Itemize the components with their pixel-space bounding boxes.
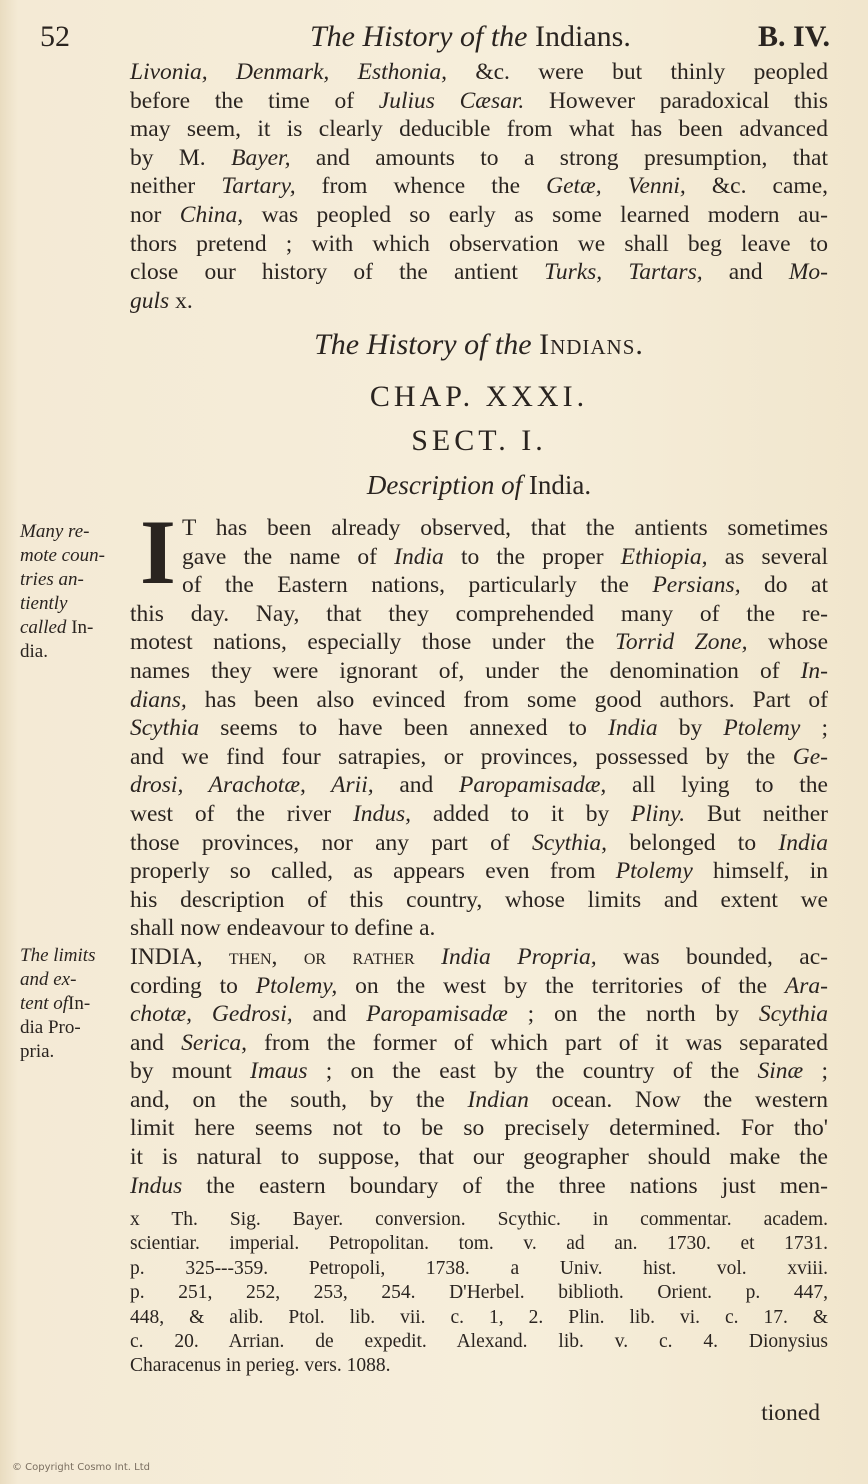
copyright-notice: © Copyright Cosmo Int. Ltd	[12, 1462, 150, 1473]
section-heading: SECT. I.	[411, 424, 547, 457]
page-header	[40, 20, 830, 56]
running-head: The History of the Indians.	[310, 20, 631, 53]
description-heading: Description of India.	[366, 470, 592, 500]
page-number: 52	[40, 20, 70, 53]
margin-note-limits-india: The limits and ex- tent ofIn- dia Pro- pria.	[20, 945, 96, 1062]
footnotes: x Th. Sig. Bayer. conversion. Scythic. in commentar. academ. scientiar. imperial. Petropolitan. tom. v. ad an. 1730. et 1731. p. 325---359. Petropoli, 1738. a Univ. hist. vol. xviii. p. 251, 252, 253, 254. D'Herbel. biblioth. Orient. p. 447, 448, & alib. Ptol. lib. vii. c. 1, 2. Plin. lib. vi. c. 17. & c. 20. Arrian. de expedit. Alexand. lib. v. c. 4. Dionysius Characenus in perieg. vers. 1088.	[130, 1209, 828, 1377]
main-paragraphs: T has been already observed, that the antients sometimes gave the name of India to the proper Ethiopia, as several of the Eastern nations, particularly the Persians, do at this day. Nay, that they comprehended many of the re- motest nations, especially those under the Torrid Zone, whose names they were ignorant of, under the denomination of In- dians, has been also evinced from some good authors. Part of Scythia seems to have been annexed to India by Ptolemy ; and we find four satrapies, or provinces, possessed by the Ge- drosi, Arachotæ, Arii, and Paropamisadæ, all lying to the west of the river Indus, added to it by Pliny. But neither those provinces, nor any part of Scythia, belonged to India properly so called, as appears even from Ptolemy himself, in his description of this country, whose limits and extent we shall now endeavour to define a. INDIA, then, or rather India Propria, was bounded, ac- cording to Ptolemy, on the west by the territories of the Ara- chotæ, Gedrosi, and Paropamisadæ ; on the north by Scythia and Serica, from the former of which part of it was separated by mount Imaus ; on the east by the country of the Sinæ ; and, on the south, by the Indian ocean. Now the western limit here seems not to be so precisely determined. For tho' it is natural to suppose, that our geographer should make the Indus the eastern boundary of the three nations just men-	[130, 515, 829, 1199]
chapter-heading: CHAP. XXXI.	[369, 380, 589, 413]
continued-paragraph: Livonia, Denmark, Esthonia, &c. were but thinly peopled before the time of Julius Cæsar. However paradoxical this may seem, it is clearly deducible from what has been advanced by M. Bayer, and amounts to a strong presumption, that neither Tartary, from whence the Getæ, Venni, &c. came, nor China, was peopled so early as some learned modern au- thors pretend ; with which observation we shall beg leave to close our history of the antient Turks, Tartars, and Mo- guls x.	[130, 59, 829, 314]
section-title: The History of the Indians.	[314, 328, 644, 361]
catchword: tioned	[761, 1400, 820, 1426]
book-reference: B. IV.	[758, 20, 830, 53]
drop-cap: I	[140, 501, 176, 603]
margin-note-many-countries: Many re- mote coun- tries an- tiently called In- dia.	[20, 521, 105, 662]
